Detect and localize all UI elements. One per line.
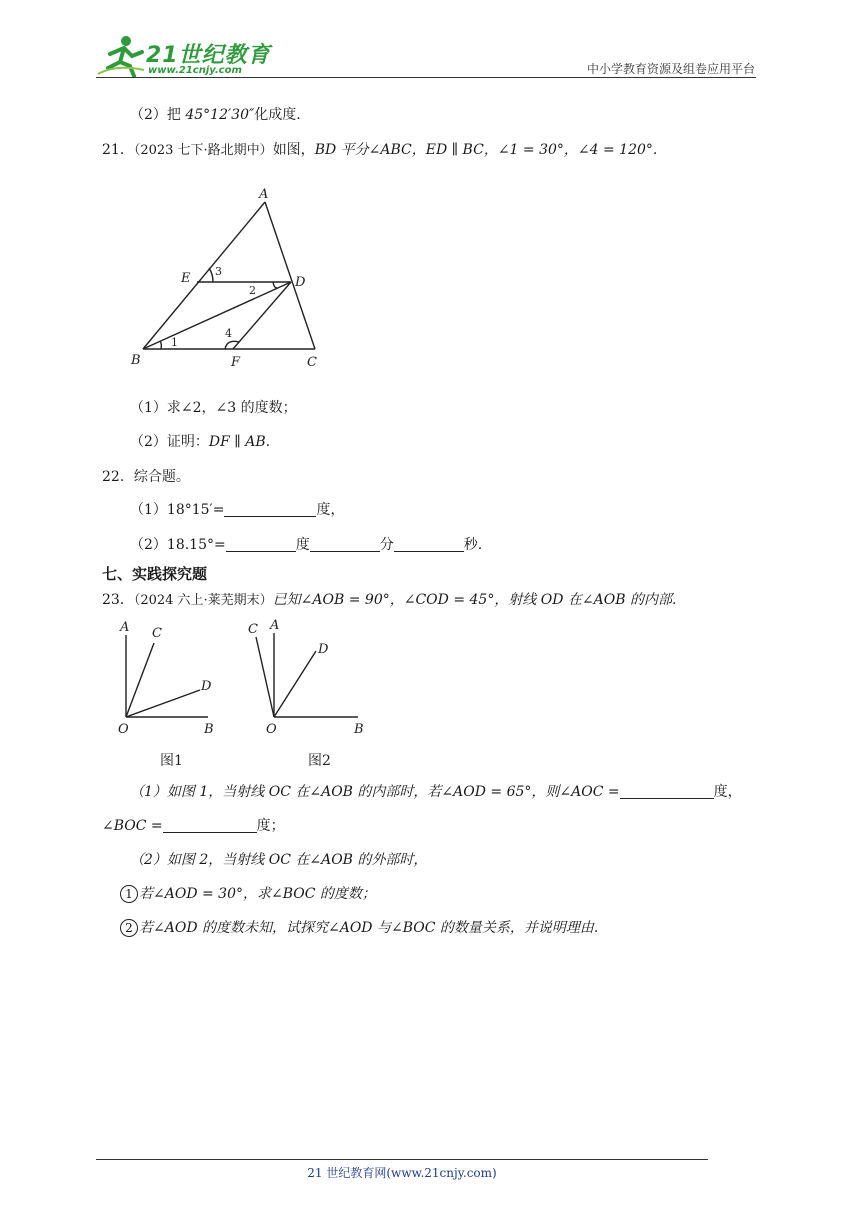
answer-blank[interactable] bbox=[224, 500, 316, 517]
ray-od bbox=[274, 651, 316, 717]
ray-oc bbox=[126, 643, 154, 717]
label-f: F bbox=[231, 355, 241, 370]
q21-part1: （1）求∠2，∠3 的度数； bbox=[130, 400, 297, 416]
fig2-caption: 图2 bbox=[308, 753, 331, 769]
label-2: 2 bbox=[249, 284, 256, 297]
fig1-label-o: O bbox=[118, 722, 129, 737]
label-c: C bbox=[307, 355, 317, 370]
header-logo bbox=[96, 34, 276, 78]
angle-mark-2 bbox=[273, 282, 277, 288]
q21-part2: （2）证明：DF ∥ AB. bbox=[130, 434, 271, 450]
runner-logo-icon bbox=[96, 34, 146, 78]
q23-part2: （2）如图 2，当射线 OC 在∠AOB 的外部时， bbox=[130, 852, 428, 868]
label-e: E bbox=[181, 271, 191, 286]
q23-sub1: 1 若∠AOD = 30°，求∠BOC 的度数； bbox=[120, 884, 376, 904]
q23-part1-cont: ∠BOC = 度； bbox=[102, 818, 285, 834]
q23-figure-1 bbox=[110, 615, 240, 775]
fig2-label-d: D bbox=[318, 642, 329, 657]
q22-stem: 22．综合题。 bbox=[102, 469, 190, 485]
label-b: B bbox=[131, 353, 141, 368]
label-1: 1 bbox=[171, 336, 178, 349]
footer-link[interactable]: 21 世纪教育网(www.21cnjy.com) bbox=[307, 1166, 497, 1180]
circled-number: 2 bbox=[120, 919, 138, 937]
q21-figure bbox=[125, 182, 325, 372]
label-a: A bbox=[259, 187, 269, 202]
segment-bd bbox=[143, 282, 291, 349]
answer-blank[interactable] bbox=[394, 535, 464, 552]
fig2-label-c: C bbox=[248, 622, 258, 637]
fig1-label-b: B bbox=[204, 722, 214, 737]
angle-mark-3 bbox=[209, 268, 213, 282]
label-d: D bbox=[295, 275, 306, 290]
q21-stem: 21．（2023 七下·路北期中）如图，BD 平分∠ABC，ED ∥ BC，∠1 = 30°，∠4 = 120°. bbox=[102, 142, 658, 158]
fig1-label-c: C bbox=[152, 626, 162, 641]
q23-figure-2 bbox=[240, 615, 370, 775]
answer-blank[interactable] bbox=[226, 535, 296, 552]
header-rule bbox=[96, 77, 756, 78]
q20-part2: （2）把 45°12′30″化成度. bbox=[130, 107, 301, 123]
fig1-label-a: A bbox=[120, 620, 130, 635]
fig2-label-o: O bbox=[266, 722, 277, 737]
fig2-label-b: B bbox=[354, 722, 364, 737]
label-3: 3 bbox=[215, 265, 222, 278]
answer-blank[interactable] bbox=[163, 816, 257, 833]
fig1-caption: 图1 bbox=[160, 753, 183, 769]
segment-ac bbox=[265, 202, 315, 349]
label-4: 4 bbox=[225, 327, 232, 340]
q23-part1: （1）如图 1，当射线 OC 在∠AOB 的内部时，若∠AOD = 65°，则∠AOC = 度， bbox=[130, 784, 742, 800]
segment-ab bbox=[143, 202, 265, 349]
fig2-label-a: A bbox=[270, 618, 280, 633]
section-title: 七、实践探究题 bbox=[102, 565, 208, 583]
q21-source: （2023 七下·路北期中） bbox=[133, 143, 273, 158]
platform-name: 中小学教育资源及组卷应用平台 bbox=[586, 62, 755, 76]
q23-stem: 23．（2024 六上·莱芜期末）已知∠AOB = 90°，∠COD = 45°，射线 OD 在∠AOB 的内部. bbox=[102, 592, 677, 608]
answer-blank[interactable] bbox=[310, 535, 380, 552]
ray-oc bbox=[256, 637, 274, 717]
segment-df bbox=[233, 282, 291, 349]
logo-title: 21世纪教育 bbox=[146, 43, 271, 68]
q22-part1: （1）18°15′= 度， bbox=[130, 502, 345, 518]
q22-part2: （2）18.15°= 度 分 秒. bbox=[130, 537, 483, 553]
ray-od bbox=[126, 690, 200, 717]
q23-source: （2024 六上·莱芜期末） bbox=[133, 593, 273, 608]
logo-url: www.21cnjy.com bbox=[148, 65, 242, 76]
circled-number: 1 bbox=[120, 885, 138, 903]
angle-mark-1 bbox=[160, 341, 161, 349]
answer-blank[interactable] bbox=[620, 782, 714, 799]
fig1-label-d: D bbox=[201, 679, 212, 694]
q23-sub2: 2 若∠AOD 的度数未知，试探究∠AOD 与∠BOC 的数量关系，并说明理由. bbox=[120, 918, 598, 938]
footer-rule bbox=[96, 1159, 708, 1160]
